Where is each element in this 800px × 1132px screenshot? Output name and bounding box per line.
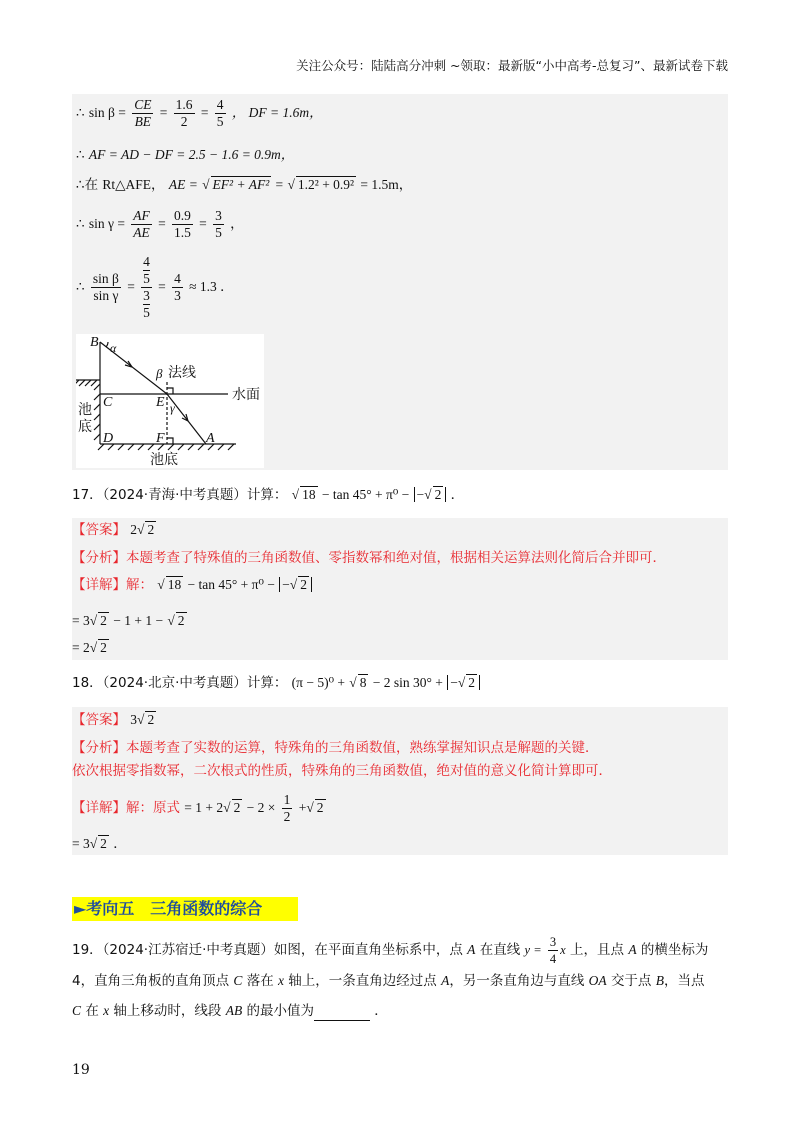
label-b: B: [90, 335, 99, 350]
q17-detail: 【详解】解： √ 18 − tan 45° + π⁰ − −√ 2: [72, 575, 312, 595]
label-d: D: [103, 431, 114, 446]
label-pool-2: 底: [78, 419, 92, 435]
q17-analysis: 【分析】本题考查了特殊值的三角函数值、零指数幂和绝对值，根据相关运算法则化简后合并即可．: [72, 550, 666, 566]
q19-line-3: C 在 x 轴上移动时，线段 AB 的最小值为 ．: [72, 1003, 388, 1019]
label-e: E: [156, 395, 165, 410]
refraction-figure: [76, 334, 264, 468]
solution-block-18: [72, 707, 728, 855]
label-normal: 法线: [168, 365, 196, 381]
label-pool-1: 池: [78, 402, 92, 418]
q18-detail: 【详解】解：原式 = 1 + 2√ 2 − 2 × $\frac{1}{2}$ +√ 2: [72, 792, 324, 824]
label-bottom: 池底: [150, 452, 178, 468]
label-c: C: [103, 395, 113, 410]
page-number: 19: [72, 1062, 90, 1078]
q19-line-1: 19．（2024·江苏宿迁·中考真题）如图，在平面直角坐标系中，点 A 在直线 y = $\frac{3}{4}$ x 上，且点 A 的横坐标为: [72, 935, 709, 966]
eq-ratio: ∴ $\frac{\text{sin β}}{\text{sin γ}}$ = 4 5 3 5 = $\frac{4}{3}$ ≈ 1.3 ．: [76, 254, 234, 320]
q17-stem: 17．（2024·青海·中考真题）计算： √ 18 − tan 45° + π⁰ − −√ 2 ．: [72, 487, 465, 503]
q19-line-2: 4，直角三角板的直角顶点 C 落在 x 轴上，一条直角边经过点 A，另一条直角边与直线 OA 交于点 B，当点: [72, 973, 705, 989]
q18-analysis-1: 【分析】本题考查了实数的运算，特殊角的三角函数值，熟练掌握知识点是解题的关键．: [72, 740, 599, 756]
label-f: F: [156, 431, 165, 446]
section-heading: ►考向五 三角函数的综合: [72, 897, 298, 921]
label-alpha: α: [110, 341, 117, 355]
q17-step2: = 2√ 2: [72, 640, 107, 655]
eq-sin-gamma: ∴ sin γ = $\frac{AF}{AE}$ = $\frac{0.9}{1.5}$ = $\frac{3}{5}$ ，: [76, 208, 244, 240]
q18-answer: 【答案】 3√ 2: [72, 712, 155, 728]
label-beta: β: [156, 366, 163, 381]
q18-analysis-2: 依次根据零指数幂，二次根式的性质，特殊角的三角函数值，绝对值的意义化简计算即可．: [72, 763, 612, 779]
eq-af: ∴ AF = AD − DF = 2.5 − 1.6 = 0.9m，: [76, 147, 295, 162]
eq-sin-beta: ∴ sin β = $\frac{CE}{BE}$ = $\frac{1.6}{2}$ = $\frac{4}{5}$ ， DF = 1.6m，: [76, 97, 323, 129]
label-water: 水面: [232, 387, 260, 403]
q17-answer: 【答案】 2√ 2: [72, 522, 155, 538]
label-a: A: [206, 431, 215, 446]
label-gamma: γ: [170, 401, 175, 415]
refraction-diagram: [76, 334, 264, 468]
answer-blank: [314, 1006, 370, 1021]
q18-stem: 18．（2024·北京·中考真题）计算： (π − 5)⁰ + √ 8 − 2 sin 30° + −√ 2: [72, 673, 480, 693]
q17-step1: = 3√ 2 − 1 + 1 − √ 2: [72, 613, 185, 628]
eq-ae: ∴在 Rt△AFE， AE = √ EF² + AF² = √ 1.2² + 0.9² = 1.5m，: [76, 177, 413, 193]
q18-step1: = 3√ 2 ．: [72, 836, 127, 851]
page-header: 关注公众号：陆陆高分冲刺 ~领取：最新版“小中高考-总复习”、最新试卷下载: [296, 58, 728, 73]
